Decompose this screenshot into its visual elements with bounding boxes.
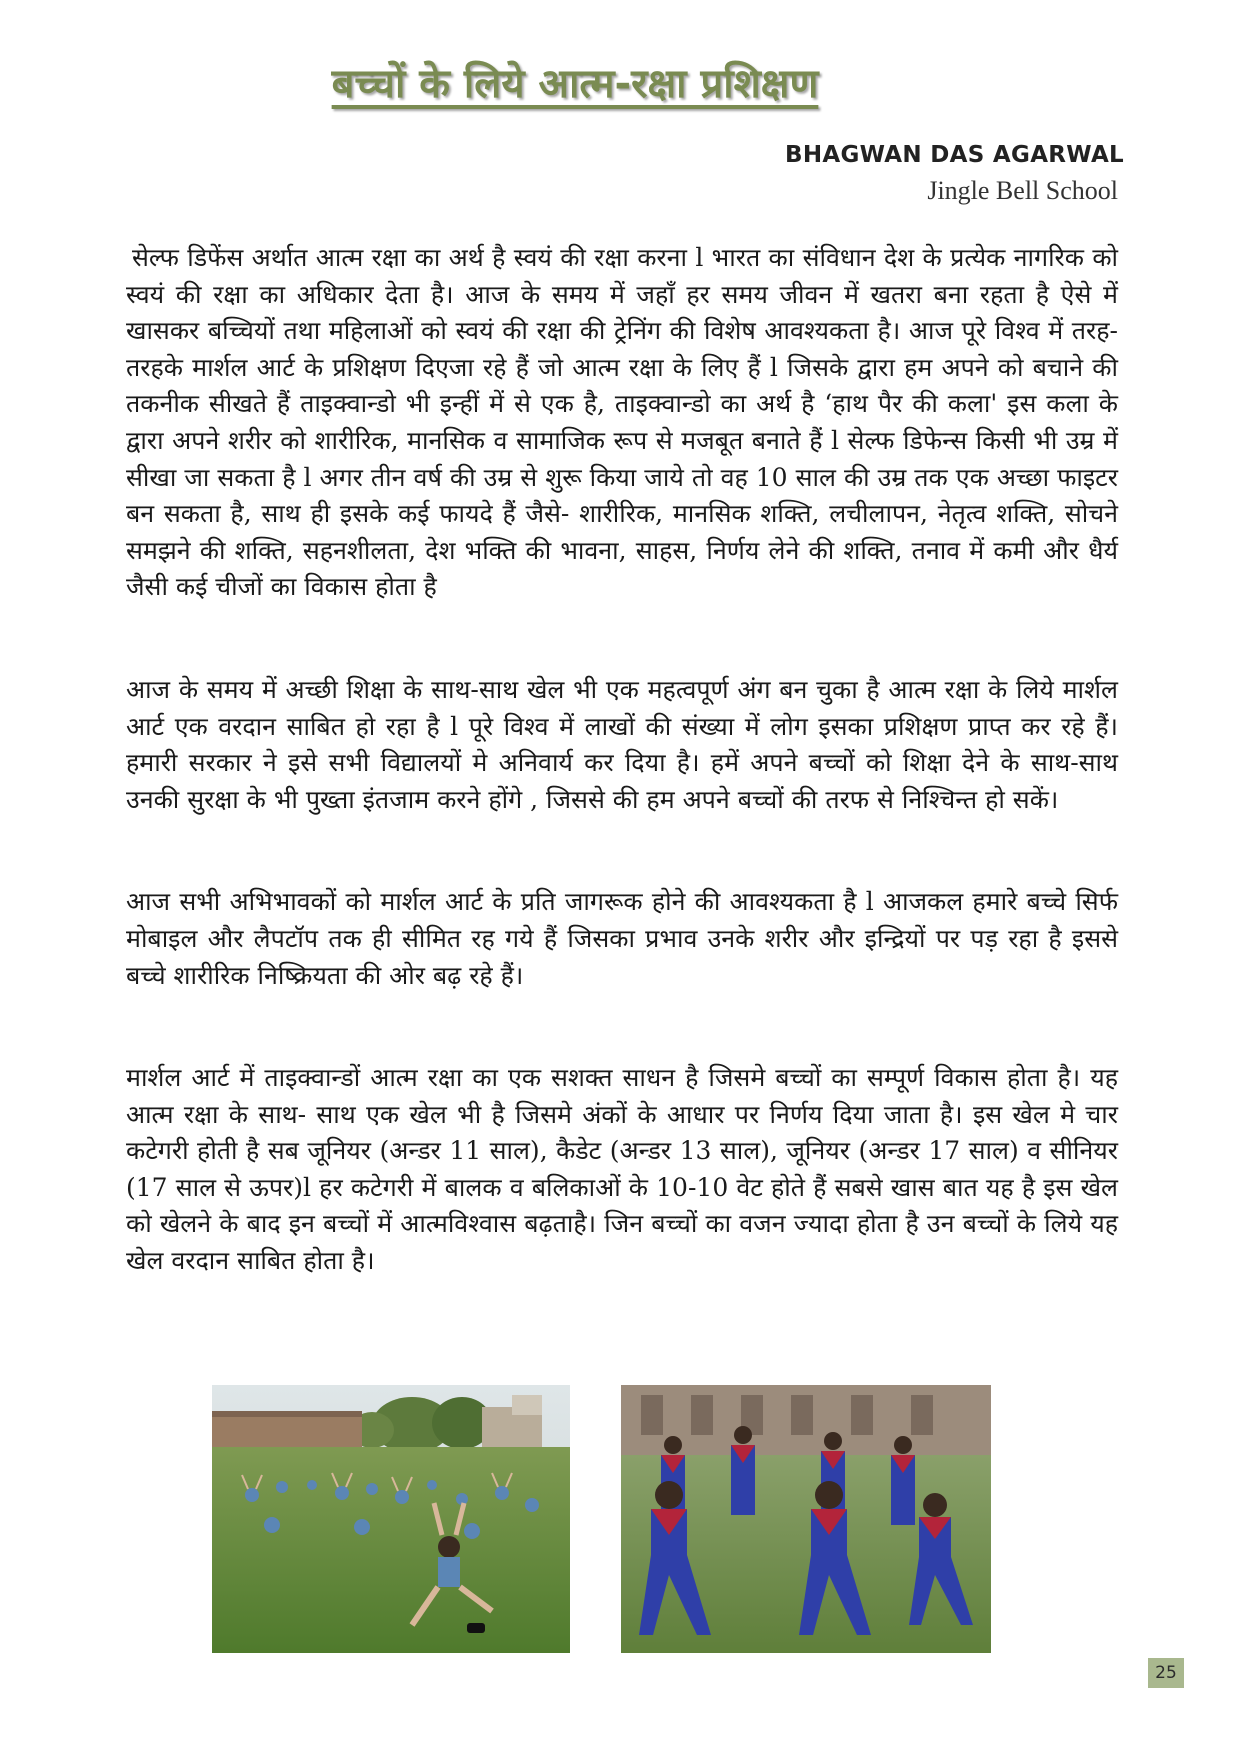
page-number: 25: [1148, 1658, 1184, 1688]
photo-children-stretching: [212, 1385, 570, 1653]
paragraph-4: मार्शल आर्ट में ताइक्वान्डों आत्म रक्षा का एक सशक्त साधन है जिसमे बच्चों का सम्पूर्ण विकास होता है। यह आत्म रक्षा के साथ- साथ एक खेल भी है जिसमे अंकों के आधार पर निर्णय दिया जाता है। इस खेल मे चार कटेगरी होती है सब जूनियर (अन्डर 11 साल), कैडेट (अन्डर 13 साल), जूनियर (अन्डर 17 साल) व सीनियर (17 साल से ऊपर)l हर कटेगरी में बालक व बलिकाओं के 10-10 वेट होते हैं सबसे खास बात यह है इस खेल को खेलने के बाद इन बच्चों में आत्मविश्वास बढ़ताहै। जिन बच्चों का वजन ज्यादा होता है उन बच्चों के लिये यह खेल वरदान साबित होता है।: [126, 1063, 1118, 1276]
author-school: Jingle Bell School: [927, 176, 1118, 205]
paragraph-2: आज के समय में अच्छी शिक्षा के साथ-साथ खेल भी एक महत्वपूर्ण अंग बन चुका है आत्म रक्षा के लिये मार्शल आर्ट एक वरदान साबित हो रहा है l पूरे विश्व में लाखों की संख्या में लोग इसका प्रशिक्षण प्राप्त कर रहे हैं। हमारी सरकार ने इसे सभी विद्यालयों मे अनिवार्य कर दिया है। हमें अपने बच्चों को शिक्षा देने के साथ-साथ उनकी सुरक्षा के भी पुख्ता इंतजाम करने होंगे , जिससे की हम अपने बच्चों की तरफ से निश्चिन्त हो सकें।: [126, 674, 1118, 814]
photo-children-martial-arts: [621, 1385, 991, 1653]
article-title: बच्चों के लिये आत्म-रक्षा प्रशिक्षण: [331, 61, 819, 107]
paragraph-1: सेल्फ डिफेंस अर्थात आत्म रक्षा का अर्थ है स्वयं की रक्षा करना l भारत का संविधान देश के प्रत्येक नागरिक को स्वयं की रक्षा का अधिकार देता है। आज के समय में जहाँ हर समय जीवन में खतरा बना रहता है ऐसे में खासकर बच्चियों तथा महिलाओं को स्वयं की रक्षा की ट्रेनिंग की विशेष आवश्यकता है। आज पूरे विश्व में तरह- तरहके मार्शल आर्ट के प्रशिक्षण दिएजा रहे हैं जो आत्म रक्षा के लिए हैं l जिसके द्वारा हम अपने को बचाने की तकनीक सीखते हैं ताइक्वान्डो भी इन्हीं में से एक है, ताइक्वान्डो का अर्थ है ‘हाथ पैर की कला' इस कला के द्वारा अपने शरीर को शारीरिक, मानसिक व सामाजिक रूप से मजबूत बनाते हैं l सेल्फ डिफेन्स किसी भी उम्र में सीखा जा सकता है l अगर तीन वर्ष की उम्र से शुरू किया जाये तो वह 10 साल की उम्र तक एक अच्छा फाइटर बन सकता है, साथ ही इसके कई फायदे हैं जैसे- शारीरिक, मानसिक शक्ति, लचीलापन, नेतृत्व शक्ति, सोचने समझने की शक्ति, सहनशीलता, देश भक्ति की भावना, साहस, निर्णय लेने की शक्ति, तनाव में कमी और धैर्य जैसी कई चीजों का विकास होता है: [126, 243, 1118, 602]
article-body: [126, 240, 1118, 1280]
paragraph-3: आज सभी अभिभावकों को मार्शल आर्ट के प्रति जागरूक होने की आवश्यकता है l आजकल हमारे बच्चे सिर्फ मोबाइल और लैपटॉप तक ही सीमित रह गये हैं जिसका प्रभाव उनके शरीर और इन्द्रियों पर पड़ रहा है इससे बच्चे शारीरिक निष्क्रियता की ओर बढ़ रहे हैं।: [126, 887, 1118, 990]
author-name: BHAGWAN DAS AGARWAL: [785, 142, 1124, 168]
